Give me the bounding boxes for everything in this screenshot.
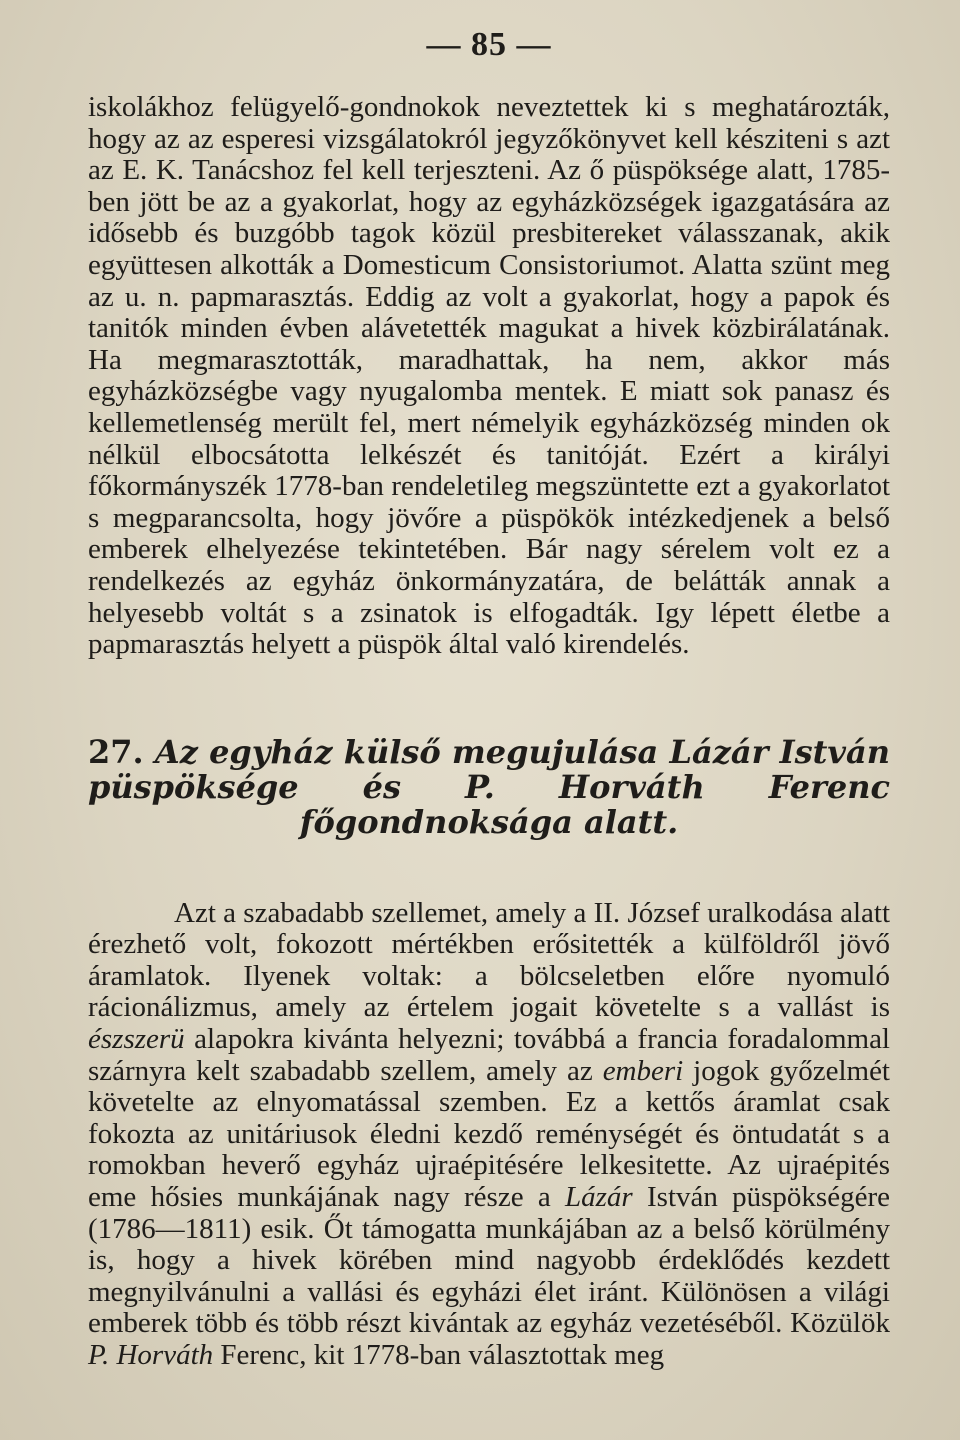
italic-term: emberi	[602, 1054, 684, 1087]
paragraph-2-text: Ferenc, kit 1778-ban választottak meg	[213, 1339, 665, 1371]
italic-term: észszerü	[88, 1023, 185, 1056]
body-paragraph-1: iskolákhoz felügyelő-gondnokok neveztettek ki s meghatározták, hogy az az esperesi vizsgálatokról jegyzőkönyvet kell késziteni s azt az E. K. Tanácshoz fel kell terjeszteni. Az ő püspöksége alatt, 1785-ben jött be az a gyakorlat, hogy az egyházközségek igazgatására az idősebb és buzgóbb tagok közül presbitereket válasszanak, akik együttesen alkották a Domesticum Consistoriumot. Alatta szünt meg az u. n. papmarasztás. Eddig az volt a gyakorlat, hogy a papok és tanitók minden évben alávetették magukat a hivek közbirálatának. Ha megmarasztották, maradhattak, ha nem, akkor más egyházközségbe vagy nyugalomba mentek. E miatt sok panasz és kellemetlenség merült fel, mert némelyik egyházközség minden ok nélkül elbocsátotta lelkészét és tanitóját. Ezért a királyi főkormányszék 1778-ban rendeletileg megszüntette ezt a gyakorlatot s megparancsolta, hogy jövőre a püspökök intézkedjenek a belső emberek elhelyezése tekintetében. Bár nagy sérelem volt ez a rendelkezés az egyház önkormányzatára, de belátták annak a helyesebb voltát s a zsinatok is elfogadták. Igy lépett életbe a papmarasztás helyett a püspök által való kirendelés.	[88, 91, 890, 661]
italic-name: P. Horváth	[88, 1339, 214, 1371]
section-number: 27.	[88, 732, 144, 771]
paragraph-2-text: Azt a szabadabb szellemet, amely a II. József uralkodása alatt érezhető volt, fokozott mértékben erősitették a külföldről jövő áramlatok. Ilyenek voltak: a bölcseletben előre nyomuló rácionálizmus, amely az értelem jogait követelte s a vallást is	[88, 896, 890, 1024]
italic-name: Lázár	[565, 1181, 633, 1214]
page-number: — 85 —	[426, 26, 552, 63]
paragraph-2-text: István püspökségére (1786—1811) esik. Őt támogatta munkájában az a belső körülmény is, hogy a hivek körében mind nagyobb érdeklődés kezdett megnyilvánulni a vallási és egyházi élet iránt. Különösen a világi emberek több és több részt kivántak az egyház vezetéséből. Közülök	[88, 1181, 890, 1340]
body-paragraph-2	[88, 898, 890, 1372]
section-heading	[88, 732, 891, 841]
paragraph-2-text: alapokra kivánta helyezni; továbbá a francia foradalommal szárnyra kelt szabadabb szellem, amely az	[88, 1023, 890, 1087]
paragraph-2-text: jogok győzelmét követelte az elnyomatással szemben. Ez a kettős áramlat csak fokozta az unitáriusok éledni kezdő reménységét és öntudatát s a romokban heverő egyház ujraépitésére lelkesitette. Az ujraépités eme hősies munkájának nagy része a	[88, 1054, 890, 1214]
section-title: Az egyház külső megujulása Lázár István püspöksége és P. Horváth Ferenc főgondnoksága alatt.	[88, 732, 891, 841]
